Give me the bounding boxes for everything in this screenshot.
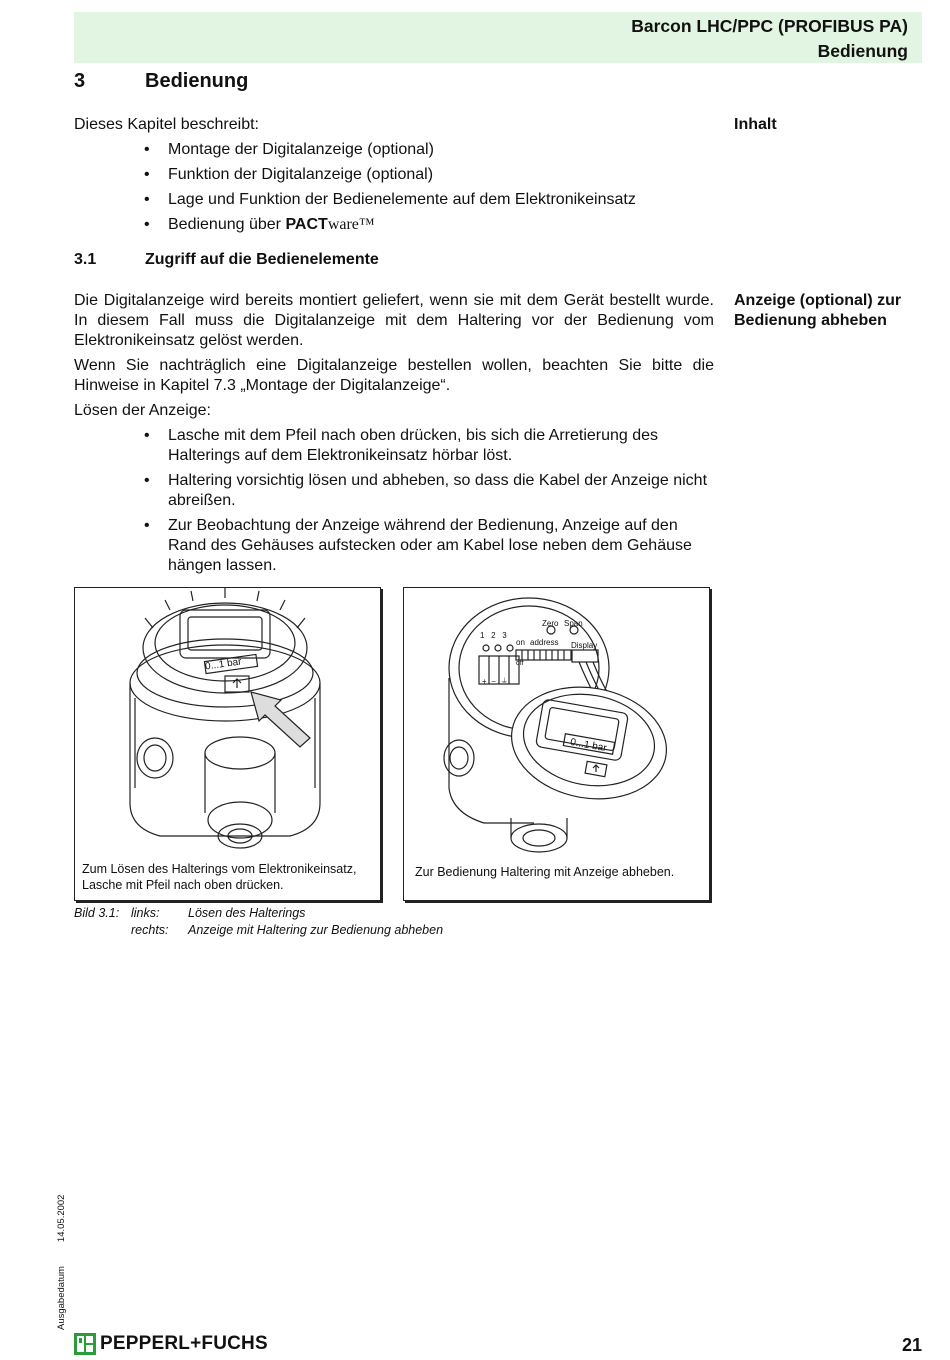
list-item: • Lasche mit dem Pfeil nach oben drücken, bis sich die Arretierung des Halterings auf dem Elektronikeinsatz hörbar löst.: [144, 426, 714, 466]
polarity-label: + − ⏚: [482, 677, 509, 686]
figure-text-left: Lösen des Halterings: [188, 906, 306, 920]
list-item: [144, 215, 714, 235]
header-chapter: Bedienung: [817, 41, 908, 61]
pactware-prefix: Bedienung über: [168, 216, 286, 233]
section-bullet-list: [144, 426, 714, 581]
header-product: Barcon LHC/PPC (PROFIBUS PA): [631, 16, 908, 36]
section-heading: [74, 251, 379, 269]
display-connector-label: Display: [571, 641, 598, 650]
side-label-anzeige: Anzeige (optional) zur Bedienung abheben: [734, 292, 902, 329]
figure-caption-row-2: [74, 922, 443, 939]
list-item: • Funktion der Digitalanzeige (optional): [144, 165, 714, 185]
section-paragraph-3: Lösen der Anzeige:: [74, 402, 211, 419]
address-label: address: [530, 638, 559, 647]
list-item: • Zur Beobachtung der Anzeige während der Bedienung, Anzeige auf den Rand des Gehäuses aufstecken oder am Kabel lose neben dem Gehäuse hängen lassen.: [144, 516, 714, 576]
figure-right: [403, 587, 710, 901]
housing-closed-illustration: [75, 588, 382, 858]
display-label-left: 0...1 bar: [204, 656, 243, 673]
section-number: 3.1: [74, 251, 97, 268]
off-label: off: [516, 660, 524, 667]
figure-key-left: links:: [131, 906, 160, 920]
page-number: 21: [901, 1335, 922, 1355]
header-band: [74, 12, 922, 63]
housing-open-illustration: [404, 588, 711, 858]
intro-text: Dieses Kapitel beschreibt:: [74, 116, 259, 133]
list-item: • Montage der Digitalanzeige (optional): [144, 140, 714, 160]
figure-caption: [74, 905, 443, 939]
figure-text-right: Anzeige mit Haltering zur Bedienung abheben: [188, 923, 444, 937]
chapter-title: Bedienung: [145, 70, 249, 92]
issue-date-vertical: [56, 1195, 67, 1330]
on-label: on: [516, 638, 525, 647]
side-label-inhalt: Inhalt: [734, 116, 777, 133]
terminal-label: 1 2 3: [480, 631, 507, 640]
company-logo: [74, 1333, 268, 1355]
span-label: Span: [564, 619, 583, 628]
pepperl-fuchs-logo-icon: [74, 1333, 96, 1355]
pactware-serif: ware™: [327, 216, 375, 233]
list-item: • Lage und Funktion der Bedienelemente auf dem Elektronikeinsatz: [144, 190, 714, 210]
figure-left: [74, 587, 381, 901]
display-label-right: 0...1 bar: [569, 736, 608, 755]
section-paragraph-2: Wenn Sie nachträglich eine Digitalanzeige bestellen wollen, beachten Sie bitte die Hinweise in Kapitel 7.3 „Montage der Digitalanzeige“.: [74, 357, 714, 394]
zero-label: Zero: [542, 619, 559, 628]
pactware-bold: PACT: [285, 216, 328, 233]
chapter-heading: [74, 70, 248, 93]
section-title: Zugriff auf die Bedienelemente: [145, 251, 379, 268]
header-title: [631, 14, 908, 64]
figure-right-caption: Zur Bedienung Haltering mit Anzeige abheben.: [415, 865, 675, 879]
figure-label: Bild 3.1:: [74, 906, 120, 920]
issue-date: 14.05.2002: [56, 1194, 67, 1243]
list-item: • Haltering vorsichtig lösen und abheben, so dass die Kabel der Anzeige nicht abreißen.: [144, 471, 714, 511]
logo-text: PEPPERL+FUCHS: [100, 1333, 268, 1354]
section-paragraph-1: Die Digitalanzeige wird bereits montiert geliefert, wenn sie mit dem Gerät bestellt wurde. In diesem Fall muss die Digitalanzeige mit dem Haltering vor der Bedienung vom Elektronikeinsatz gelöst werden.: [74, 292, 714, 349]
chapter-number: 3: [74, 70, 86, 92]
figure-left-caption: Zum Lösen des Halterings vom Elektronikeinsatz, Lasche mit Pfeil nach oben drücken.: [82, 862, 357, 892]
figure-key-right: rechts:: [131, 923, 169, 937]
figure-caption-row-1: [74, 905, 443, 922]
issue-label: Ausgabedatum: [56, 1266, 67, 1330]
intro-bullet-list: [144, 140, 714, 240]
